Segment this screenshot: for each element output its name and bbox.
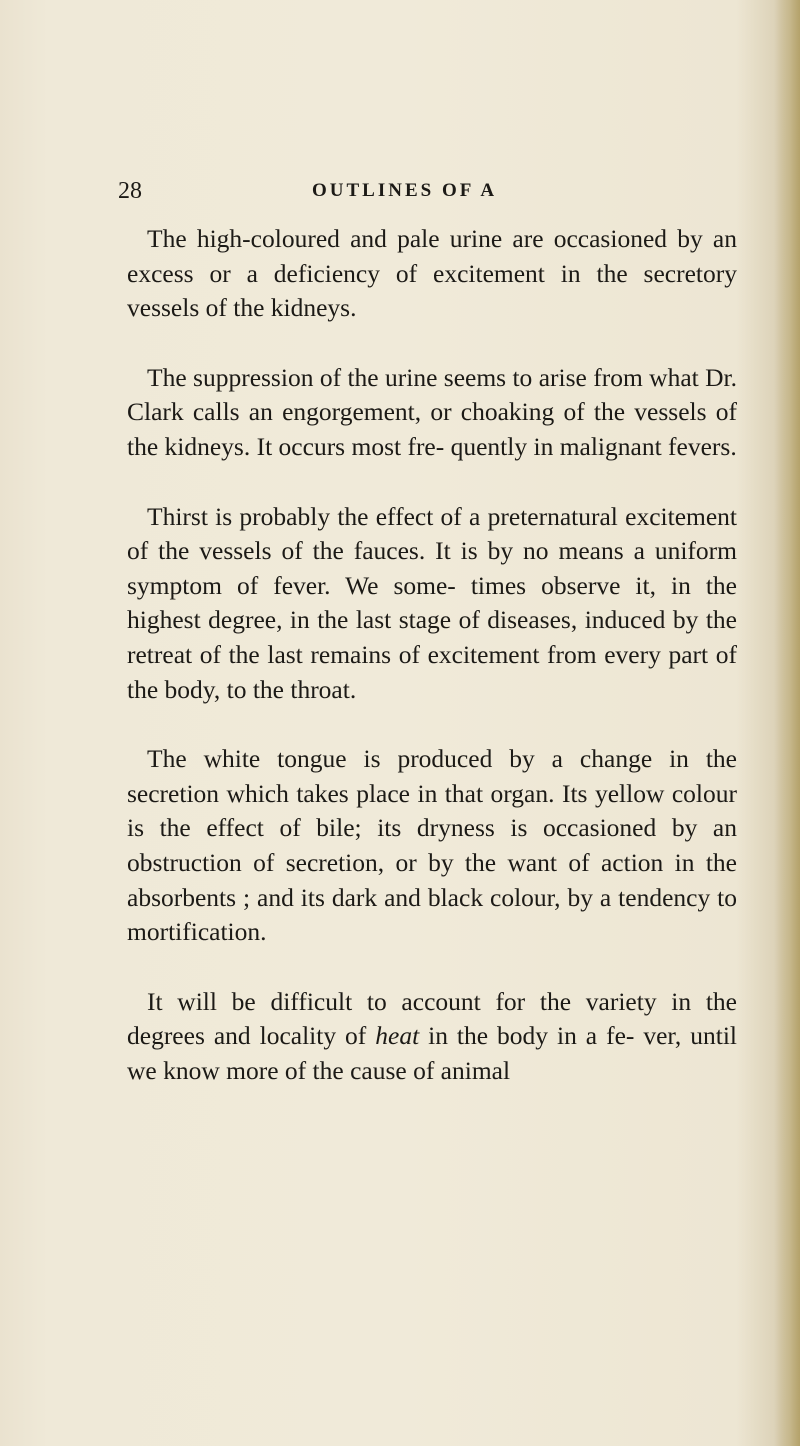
running-head: OUTLINES OF A <box>312 180 498 201</box>
paragraph-urine-colour: The high-coloured and pale urine are occasioned by an excess or a deficiency of excitement in the secretory vessels of the kidneys. <box>127 224 737 323</box>
body-text <box>127 222 737 1088</box>
paragraph-heat-italic-word: heat <box>375 1021 420 1051</box>
paragraph-thirst: Thirst is probably the effect of a preternatural excitement of the vessels of the fauces. It is by no means a uniform symptom of fever. We some- times observe it, in the highest degree, in the last stage of diseases, induced by the retreat of the last remains of excitement from every part of the body, to the throat. <box>127 501 737 704</box>
page-header <box>118 176 538 206</box>
paragraph-urine-suppression: The suppression of the urine seems to arise from what Dr. Clark calls an engorgement, or choaking of the vessels of the kidneys. It occurs most fre- quently in malignant fevers. <box>127 362 737 461</box>
paragraph-heat <box>127 985 737 1089</box>
paragraph-heat-text-after: in the body in a fe- ver, until we know more of the cause of animal <box>127 1021 737 1085</box>
paragraph-heat-text-before: It will be difficult to account for the variety in the degrees and locality of <box>127 986 737 1051</box>
page-edge-shadow <box>774 0 800 1446</box>
page-number: 28 <box>118 178 142 204</box>
paragraph-tongue: The white tongue is produced by a change in the secretion which takes place in that organ. Its yellow colour is the effect of bile; its dryness is occasioned by an obstruction of secretion, or by the want of action in the absorbents ; and its dark and black colour, by a tendency to mortification. <box>127 744 737 947</box>
